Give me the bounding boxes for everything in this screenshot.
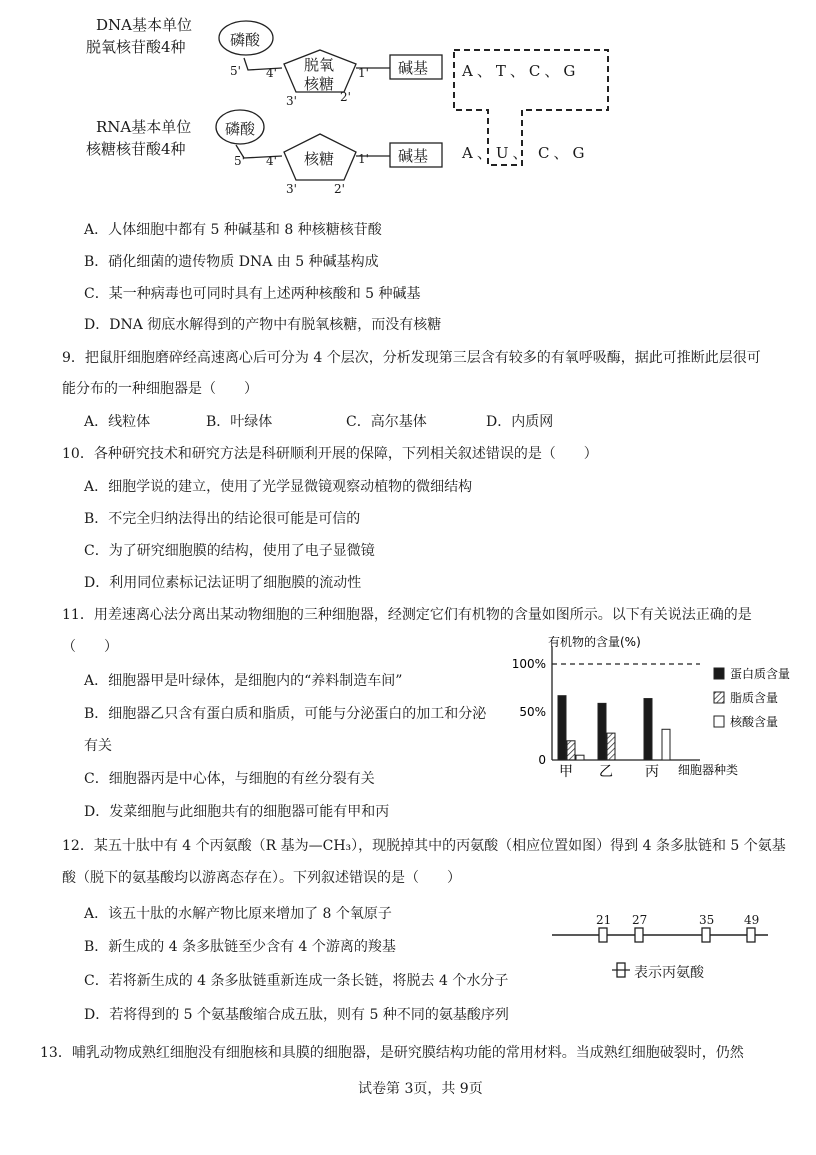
base-label-rna: 碱基 <box>398 147 429 165</box>
q12-stem-line2: 酸（脱下的氨基酸均以游离态存在）。下列叙述错误的是（ ） <box>62 870 461 886</box>
q9-option-b: B．叶绿体 <box>206 414 273 430</box>
dna-unit-sublabel: 脱氧核苷酸4种 <box>86 38 186 56</box>
q12-option-d: D．若将得到的 5 个氨基酸缩合成五肽，则有 5 种不同的氨基酸序列 <box>84 1007 509 1023</box>
alanine-marker-35 <box>702 928 710 942</box>
q11-option-a: A．细胞器甲是叶绿体，是细胞内的“养料制造车间” <box>84 673 403 689</box>
alanine-marker-21 <box>599 928 607 942</box>
phosphate-label-dna: 磷酸 <box>230 31 261 49</box>
q8-option-a: A．人体细胞中都有 5 种碱基和 8 种核糖核苷酸 <box>84 222 382 238</box>
q11-stem-line1: 11．用差速离心法分离出某动物细胞的三种细胞器，经测定它们有机物的含量如图所示。以下有关说法正确的是 <box>62 607 752 623</box>
carbon-3-rna: 3' <box>286 182 297 196</box>
q9-stem-line2: 能分布的一种细胞器是（ ） <box>62 381 258 397</box>
x-axis-title: 细胞器种类 <box>678 763 739 777</box>
rna-bases-right: C、G <box>538 144 589 162</box>
bar-protein <box>558 696 566 760</box>
ribose-label: 核糖 <box>304 150 335 168</box>
y-tick-label: 100% <box>511 657 546 671</box>
q12-option-b: B．新生成的 4 条多肽链至少含有 4 个游离的羧基 <box>84 939 396 955</box>
q9-option-d: D．内质网 <box>486 414 554 430</box>
phosphate-label-rna: 磷酸 <box>225 120 256 138</box>
q9-option-c: C．高尔基体 <box>346 414 427 430</box>
rna-bases-left: A、U、 <box>462 144 532 162</box>
q11-option-c: C．细胞器丙是中心体，与细胞的有丝分裂有关 <box>84 771 375 787</box>
q11-option-d: D．发菜细胞与此细胞共有的细胞器可能有甲和丙 <box>84 804 390 820</box>
carbon-4-dna: 4' <box>266 66 277 80</box>
position-49: 49 <box>744 913 760 927</box>
q8-option-d: D．DNA 彻底水解得到的产物中有脱氧核糖，而没有核糖 <box>84 317 442 333</box>
q10-option-d: D．利用同位素标记法证明了细胞膜的流动性 <box>84 575 362 591</box>
bar-nucleic-acid <box>576 755 584 760</box>
carbon-2-rna: 2' <box>334 182 345 196</box>
category-label: 甲 <box>559 764 573 780</box>
category-label: 丙 <box>645 764 659 780</box>
page-footer: 试卷第 3页，共 9页 <box>358 1081 483 1097</box>
rna-unit-sublabel: 核糖核苷酸4种 <box>86 140 186 158</box>
organelle-chart-svg <box>500 636 800 782</box>
base-label-dna: 碱基 <box>398 59 429 77</box>
position-27: 27 <box>632 913 648 927</box>
carbon-1-rna: 1' <box>358 152 369 166</box>
legend-swatch <box>714 716 724 727</box>
y-tick-label: 0 <box>538 753 546 767</box>
rna-unit-label: RNA基本单位 <box>96 118 192 136</box>
bar-protein <box>598 703 606 760</box>
q13-stem-line1: 13．哺乳动物成熟红细胞没有细胞核和具膜的细胞器，是研究膜结构功能的常用材料。当成熟红细胞破裂时，仍然 <box>40 1045 744 1061</box>
alanine-legend-label: 表示丙氨酸 <box>634 965 704 981</box>
bar-protein <box>644 699 652 760</box>
organelle-content-chart <box>500 636 800 782</box>
y-axis-title: 有机物的含量(%) <box>548 636 641 649</box>
q12-stem-line1: 12．某五十肽中有 4 个丙氨酸（R 基为—CH₃），现脱掉其中的丙氨酸（相应位置如图）得到 4 条多肽链和 5 个氨基 <box>62 838 786 854</box>
carbon-4-rna: 4' <box>266 154 277 168</box>
q8-option-b: B．硝化细菌的遗传物质 DNA 由 5 种碱基构成 <box>84 254 379 270</box>
q10-stem: 10．各种研究技术和研究方法是科研顺利开展的保障，下列相关叙述错误的是（ ） <box>62 446 598 462</box>
carbon-5-rna: 5' <box>234 154 245 168</box>
carbon-1-dna: 1' <box>358 66 369 80</box>
dna-bases: A、T、C、G <box>462 62 580 80</box>
deoxyribose-label-2: 核糖 <box>304 75 335 93</box>
q11-option-b-line2: 有关 <box>84 738 112 754</box>
carbon-3-dna: 3' <box>286 94 297 108</box>
q11-option-b-line1: B．细胞器乙只含有蛋白质和脂质，可能与分泌蛋白的加工和分泌 <box>84 706 487 722</box>
q12-option-a: A．该五十肽的水解产物比原来增加了 8 个氧原子 <box>84 906 392 922</box>
q12-option-c: C．若将新生成的 4 条多肽链重新连成一条长链，将脱去 4 个水分子 <box>84 973 509 989</box>
legend-label: 蛋白质含量 <box>730 667 791 681</box>
dna-unit-label: DNA基本单位 <box>96 16 192 34</box>
legend-swatch <box>714 692 724 703</box>
q8-option-c: C．某一种病毒也可同时具有上述两种核酸和 5 种碱基 <box>84 286 421 302</box>
carbon-5-dna: 5' <box>230 64 241 78</box>
legend-swatch <box>714 668 724 679</box>
deoxyribose-label-1: 脱氧 <box>304 56 335 74</box>
q11-stem-line2: （ ） <box>62 639 118 655</box>
q9-option-a: A．线粒体 <box>84 414 151 430</box>
q10-option-a: A．细胞学说的建立，使用了光学显微镜观察动植物的微细结构 <box>84 479 473 495</box>
alanine-marker-49 <box>747 928 755 942</box>
y-tick-label: 50% <box>519 705 546 719</box>
q10-option-c: C．为了研究细胞膜的结构，使用了电子显微镜 <box>84 543 375 559</box>
position-21: 21 <box>596 913 612 927</box>
position-35: 35 <box>699 913 715 927</box>
carbon-2-dna: 2' <box>340 90 351 104</box>
bar-lipid <box>607 733 615 760</box>
alanine-marker-27 <box>635 928 643 942</box>
legend-label: 核酸含量 <box>730 715 779 729</box>
bar-lipid <box>567 741 575 760</box>
legend-label: 脂质含量 <box>730 691 779 705</box>
category-label: 乙 <box>599 764 613 780</box>
q10-option-b: B．不完全归纳法得出的结论很可能是可信的 <box>84 511 361 527</box>
bar-nucleic-acid <box>662 729 670 760</box>
q9-stem-line1: 9．把鼠肝细胞磨碎经高速离心后可分为 4 个层次，分析发现第三层含有较多的有氧呼吸酶，据此可推断此层很可 <box>62 350 761 366</box>
